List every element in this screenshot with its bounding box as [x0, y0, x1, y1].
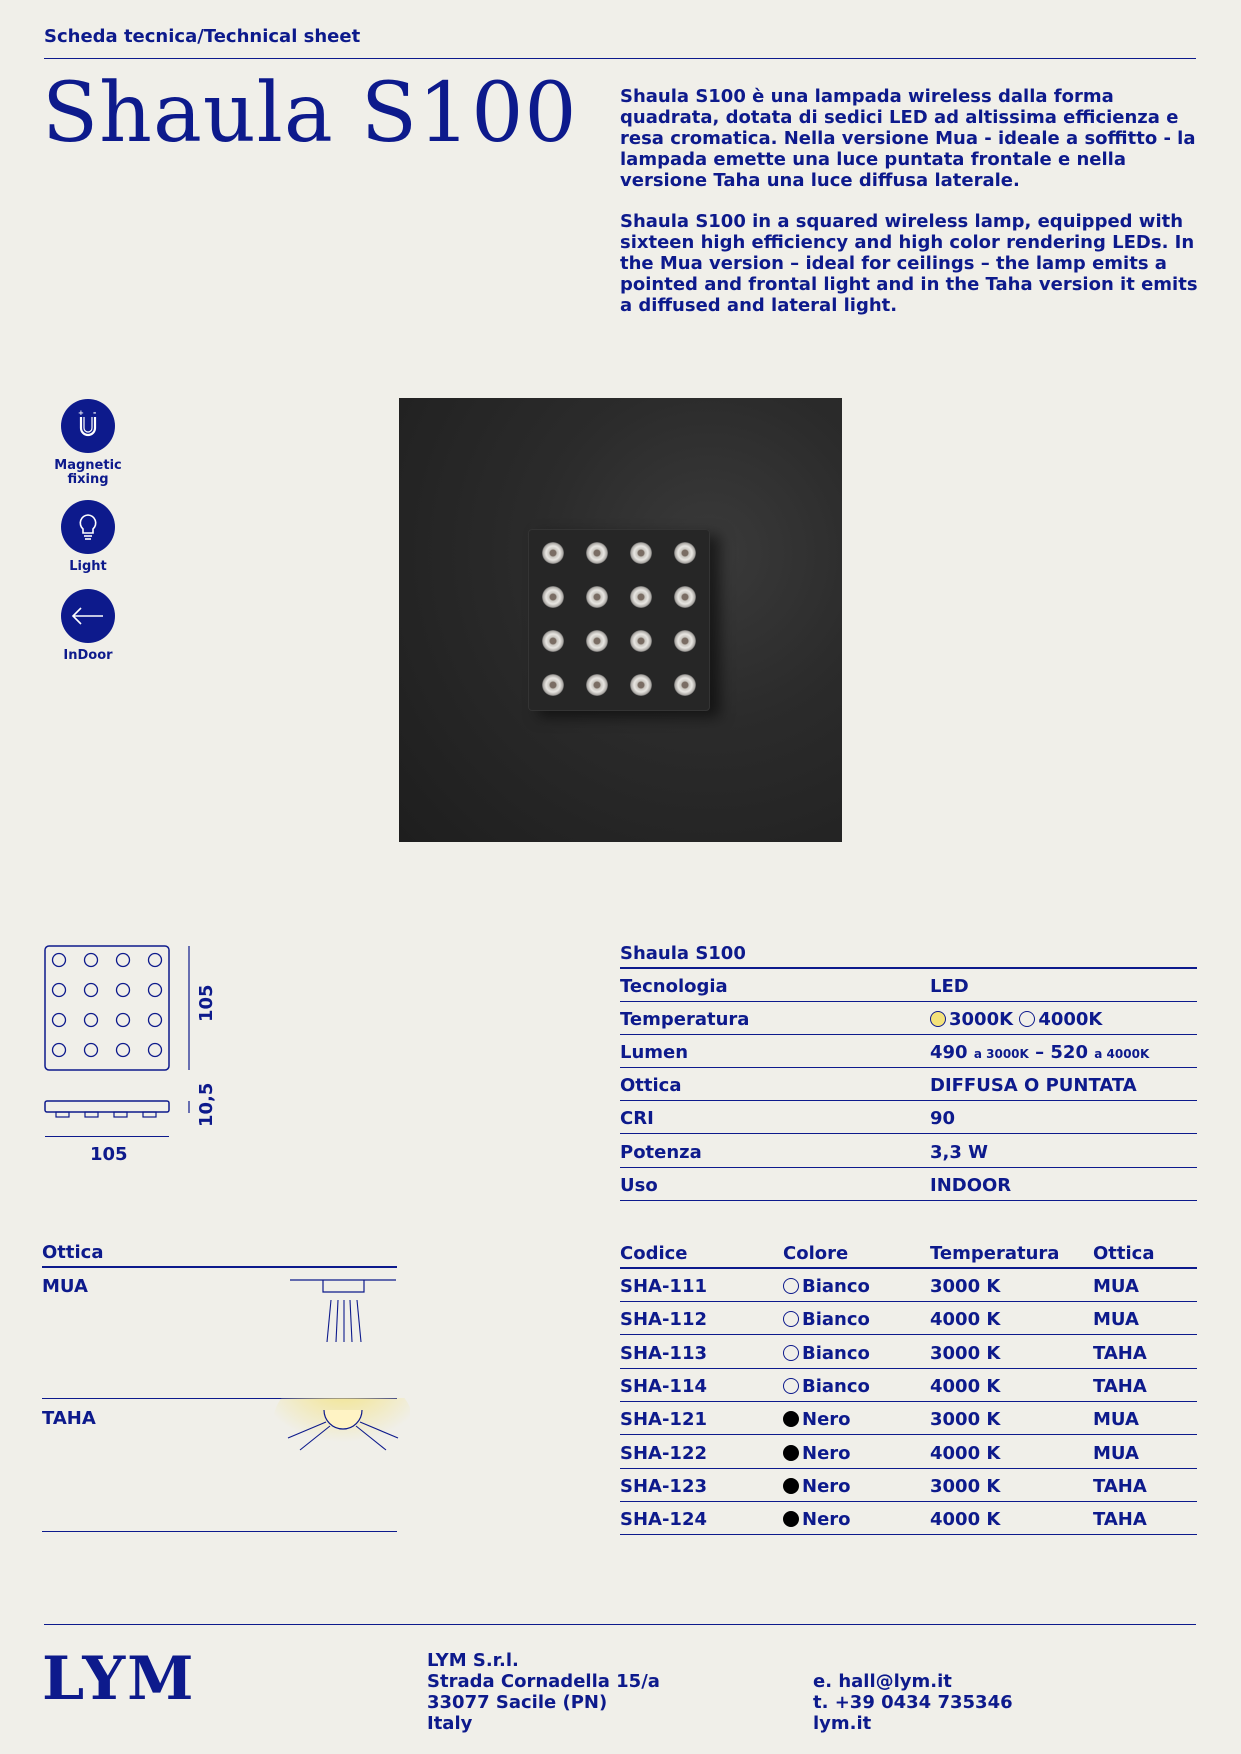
- code-row: [620, 1336, 1197, 1369]
- led-outline: [149, 1014, 162, 1027]
- spec-row: [620, 1101, 1197, 1134]
- code-row: [620, 1502, 1197, 1535]
- led-outline: [85, 984, 98, 997]
- temperature-cell: 4000 K: [930, 1309, 1001, 1331]
- led-outline: [117, 1044, 130, 1057]
- codes-header: Ottica: [1093, 1243, 1155, 1264]
- led-outline: [53, 954, 66, 967]
- contact-website[interactable]: lym.it: [813, 1713, 872, 1734]
- temperature-cell: 3000 K: [930, 1475, 1001, 1497]
- codes-header-row: [620, 1236, 1197, 1269]
- led: [674, 674, 696, 696]
- specs-title-row: [620, 936, 1197, 969]
- code-cell: SHA-113: [620, 1342, 708, 1364]
- specs-title: Shaula S100: [620, 943, 746, 964]
- color-cell: [783, 1343, 870, 1364]
- code-row: [620, 1302, 1197, 1335]
- product-photo: [399, 398, 842, 842]
- spec-row: [620, 1168, 1197, 1201]
- led-outline: [85, 1014, 98, 1027]
- description-italian: Shaula S100 è una lampada wireless dalla forma quadrata, dotata di sedici LED ad altissima efficienza e resa cromatica. Nella versione Mua - ideale a soffitto - la lampada emette una luce puntata frontale e nella versione Taha una luce diffusa laterale.: [620, 86, 1196, 191]
- dimension-width-line: [45, 1136, 169, 1137]
- color-cell: [783, 1509, 851, 1530]
- spec-value: [930, 1009, 1102, 1030]
- ottica-divider: [42, 1531, 397, 1532]
- feature-light: [40, 500, 136, 574]
- led: [630, 674, 652, 696]
- code-cell: SHA-112: [620, 1309, 708, 1331]
- contact-email[interactable]: e. hall@lym.it: [813, 1671, 952, 1692]
- led: [542, 674, 564, 696]
- spec-row: [620, 969, 1197, 1002]
- header-label: Scheda tecnica/Technical sheet: [44, 26, 361, 47]
- magnet-icon: [61, 399, 115, 453]
- led: [674, 586, 696, 608]
- color-label: Bianco: [802, 1276, 870, 1297]
- color-swatch: [783, 1445, 799, 1461]
- codes-header: Colore: [783, 1243, 849, 1264]
- color-swatch: [783, 1311, 799, 1327]
- svg-text:+: +: [78, 409, 84, 417]
- led: [630, 630, 652, 652]
- spec-value: DIFFUSA O PUNTATA: [930, 1075, 1137, 1096]
- page-title: Shaula S100: [42, 66, 578, 161]
- led: [542, 630, 564, 652]
- mua-beam-diagram: [290, 1278, 400, 1344]
- ottica-cell: MUA: [1093, 1442, 1139, 1464]
- led: [586, 542, 608, 564]
- spec-value: INDOOR: [930, 1175, 1012, 1196]
- dimension-height: 105: [196, 984, 217, 1022]
- ottica-title: Ottica: [42, 1242, 104, 1263]
- led-outline: [85, 1044, 98, 1057]
- led: [630, 586, 652, 608]
- code-cell: SHA-111: [620, 1276, 708, 1297]
- spec-row: [620, 1135, 1197, 1168]
- spec-key: Uso: [620, 1175, 658, 1196]
- lym-logo: LYM: [42, 1644, 196, 1714]
- arrow-left-icon: [61, 589, 115, 643]
- led: [542, 542, 564, 564]
- led: [542, 586, 564, 608]
- spec-value: [930, 1042, 1149, 1063]
- spec-row: [620, 1002, 1197, 1035]
- color-cell: [783, 1476, 851, 1497]
- led: [586, 674, 608, 696]
- lumen-note: a 4000K: [1094, 1047, 1150, 1061]
- ottica-mua-label: MUA: [42, 1276, 88, 1297]
- lumen-value: 520: [1050, 1042, 1088, 1063]
- address-country: Italy: [427, 1713, 473, 1734]
- ottica-cell: MUA: [1093, 1409, 1139, 1431]
- spec-key: Ottica: [620, 1075, 682, 1096]
- color-cell: [783, 1309, 870, 1330]
- code-cell: SHA-122: [620, 1442, 708, 1464]
- led: [586, 630, 608, 652]
- color-label: Bianco: [802, 1375, 870, 1397]
- color-cell: [783, 1376, 870, 1397]
- spec-value: 90: [930, 1108, 956, 1129]
- code-row: [620, 1402, 1197, 1435]
- code-cell: SHA-124: [620, 1509, 708, 1531]
- feature-label: Magnetic: [54, 458, 122, 473]
- led-outline: [117, 1014, 130, 1027]
- feature-label: Light: [69, 559, 107, 574]
- temperature-cell: 4000 K: [930, 1442, 1001, 1464]
- ottica-cell: MUA: [1093, 1276, 1139, 1297]
- feature-label: fixing: [67, 472, 109, 487]
- led: [586, 586, 608, 608]
- color-swatch: [783, 1411, 799, 1427]
- temperature-cell: 3000 K: [930, 1342, 1001, 1364]
- lumen-separator: –: [1035, 1042, 1045, 1063]
- color-swatch: [783, 1478, 799, 1494]
- color-swatch: [783, 1511, 799, 1527]
- svg-text:-: -: [93, 408, 97, 417]
- led-outline: [149, 984, 162, 997]
- led-outline: [149, 1044, 162, 1057]
- feature-label: InDoor: [63, 648, 113, 663]
- led: [674, 542, 696, 564]
- feature-magnetic-fixing: [40, 399, 136, 487]
- lumen-note: a 3000K: [973, 1047, 1029, 1061]
- dimension-depth: 10,5: [196, 1082, 217, 1127]
- taha-beam-diagram: [250, 1398, 410, 1478]
- codes-header: Codice: [620, 1243, 688, 1264]
- spec-key: Temperatura: [620, 1009, 750, 1030]
- dimension-width: 105: [90, 1144, 128, 1165]
- color-label: Bianco: [802, 1342, 870, 1364]
- color-swatch: [783, 1278, 799, 1294]
- ottica-cell: TAHA: [1093, 1475, 1147, 1497]
- spec-row: [620, 1035, 1197, 1068]
- temperature-cell: 3000 K: [930, 1276, 1001, 1297]
- code-cell: SHA-121: [620, 1409, 708, 1431]
- ottica-cell: TAHA: [1093, 1375, 1147, 1397]
- contact-phone[interactable]: t. +39 0434 735346: [813, 1692, 1013, 1713]
- led: [674, 630, 696, 652]
- code-row: [620, 1269, 1197, 1302]
- temp-option: 3000K: [949, 1009, 1014, 1030]
- header-divider: [44, 58, 1196, 59]
- address-street: Strada Cornadella 15/a: [427, 1671, 660, 1692]
- color-cell: [783, 1276, 870, 1297]
- bulb-icon: [61, 500, 115, 554]
- company-address: [427, 1650, 660, 1734]
- ottica-cell: TAHA: [1093, 1509, 1147, 1531]
- led-outline: [85, 954, 98, 967]
- spec-key: Lumen: [620, 1042, 689, 1063]
- color-label: Bianco: [802, 1309, 870, 1331]
- led-outline: [117, 984, 130, 997]
- led-outline: [53, 1044, 66, 1057]
- color-cell: [783, 1409, 851, 1430]
- ottica-taha-label: TAHA: [42, 1408, 96, 1429]
- code-row: [620, 1436, 1197, 1469]
- description-english: Shaula S100 in a squared wireless lamp, equipped with sixteen high efficiency and high color rendering LEDs. In the Mua version – ideal for ceilings – the lamp emits a pointed and frontal light and in the Taha version it emits a diffused and lateral light.: [620, 211, 1198, 316]
- spec-key: Tecnologia: [620, 976, 728, 997]
- temperature-cell: 4000 K: [930, 1509, 1001, 1531]
- led-outline: [149, 954, 162, 967]
- spec-row: [620, 1068, 1197, 1101]
- ottica-divider: [42, 1266, 397, 1268]
- lumen-value: 490: [930, 1042, 968, 1063]
- led-outline: [53, 1014, 66, 1027]
- footer-divider: [44, 1624, 1196, 1625]
- color-label: Nero: [802, 1475, 851, 1497]
- color-label: Nero: [802, 1509, 851, 1531]
- spec-key: Potenza: [620, 1142, 702, 1163]
- temp-option: 4000K: [1038, 1009, 1103, 1030]
- led: [630, 542, 652, 564]
- spec-key: CRI: [620, 1108, 654, 1129]
- led-outline: [53, 984, 66, 997]
- code-cell: SHA-123: [620, 1475, 708, 1497]
- temperature-cell: 4000 K: [930, 1375, 1001, 1397]
- company-name: LYM S.r.l.: [427, 1650, 519, 1671]
- temperature-cell: 3000 K: [930, 1409, 1001, 1431]
- spec-value: LED: [930, 976, 969, 997]
- code-cell: SHA-114: [620, 1375, 708, 1397]
- ottica-cell: MUA: [1093, 1309, 1139, 1331]
- ottica-cell: TAHA: [1093, 1342, 1147, 1364]
- color-label: Nero: [802, 1409, 851, 1431]
- warm-light-swatch: [930, 1011, 946, 1027]
- lamp-body: [528, 529, 710, 711]
- color-label: Nero: [802, 1442, 851, 1464]
- spec-value: 3,3 W: [930, 1142, 989, 1163]
- codes-header: Temperatura: [930, 1243, 1060, 1264]
- neutral-light-swatch: [1019, 1011, 1035, 1027]
- feature-indoor: [40, 589, 136, 663]
- code-row: [620, 1369, 1197, 1402]
- address-city: 33077 Sacile (PN): [427, 1692, 608, 1713]
- code-row: [620, 1469, 1197, 1502]
- color-swatch: [783, 1345, 799, 1361]
- color-cell: [783, 1443, 851, 1464]
- color-swatch: [783, 1378, 799, 1394]
- company-contacts: [813, 1671, 1013, 1734]
- led-outline: [117, 954, 130, 967]
